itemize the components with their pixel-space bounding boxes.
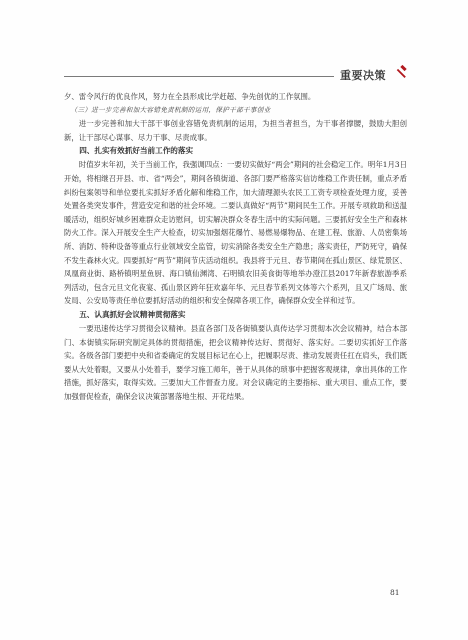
body-paragraph: 进一步完善和加大干部干事创业容错免责机制的运用，为担当者担当，为干事者撑腰，鼓励大胆创新，让干部尽心谋事、尽力干事、尽责成事。 [64,119,407,142]
body-paragraph: 一要迅速传达学习贯彻会议精神。县直各部门及各街镇要认真传达学习贯彻本次会议精神，结合本部门、本街镇实际研究制定具体的贯彻措施，把会议精神传达好、贯彻好、落实好。二要切实抓好工作落实。各级各部门要把中央和省委确定的发展目标记在心上，把履职尽责、推动发展责任扛在肩头，我们既要从大处着眼，又要从小处着手，要学习施工师年，善于从具体的琐事中把握客观规律，拿出具体的工作措施，抓好落实，取得实效。三要加大工作督查力度。对会议确定的主要指标、重大项目、重点工作，要加强督促检查，确保会议决策部署落地生根、开花结果。 [64,323,407,401]
page-header [64,63,404,87]
body-paragraph: 夕、雷令风行的优良作风，努力在全县形成比学赶超、争先创优的工作氛围。 [64,92,316,101]
section-title: 重要决策 [340,69,386,82]
document-body [64,90,407,403]
section-heading: 四、扎实有效抓好当前工作的落实 [79,146,194,156]
subsection-heading: （三）进一步完善和加大容错免责机制的运用，保护干部干事创业 [70,105,271,114]
hammer-sickle-icon [393,63,413,83]
body-paragraph: 时值岁末年初，关于当前工作，我强调四点：一要切实做好“两会”期间的社会稳定工作。明年1月3日开始，将相继召开县、市、省“两会”，期间各镇街道、各部门要严格落实信访维稳工作责任制，重点矛盾纠纷包案领导和单位要扎实抓好矛盾化解和维稳工作，加大清理源头农民工工资专项检查处理力度，妥善处置各类突发事件，营造安定和谐的社会环境。二要认真做好“两节”期间民生工作。开展专项救助和送温暖活动，组织好城乡困难群众走访慰问，切实解决群众冬春生活中的实际问题。三要抓好安全生产和森林防火工作。深入开展安全生产大检查，切实加强烟花爆竹、易燃易爆物品、在建工程、旅游、人员密集场所、消防、特种设备等重点行业领域安全监管，切实消除各类安全生产隐患；落实责任，严防死守，确保不发生森林火灾。四要抓好“两节”期间节庆活动组织。我县将于元旦、春节期间在孤山景区、绿荒景区、凤凰商业街、路桥镇明星鱼厨、海口镇仙渊湾、石明镇农旧美食街等地举办澄江县2017年新春旅游季系列活动，包含元旦文化夜宴、孤山景区跨年狂欢嘉年华、元旦春节系列文体等六个系列，且又广场局、旅发局、公安局等责任单位要抓好活动的组织和安全保障各项工作，确保群众安全祥和过节。 [64,160,407,306]
page-number: 81 [390,588,400,597]
section-heading: 五、认真抓好会议精神贯彻落实 [79,309,186,319]
header-rule [64,76,334,77]
